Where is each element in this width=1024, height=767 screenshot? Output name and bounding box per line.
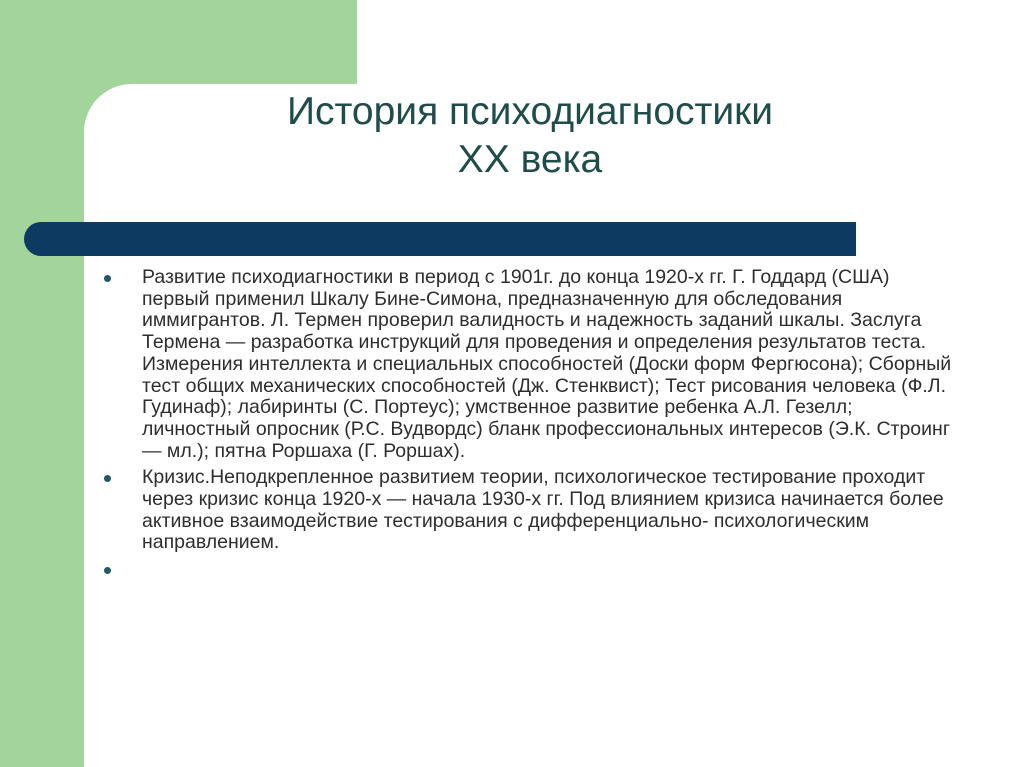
bullet-dot-icon [104,275,111,282]
list-item [100,267,960,462]
title-divider-bar [24,222,856,256]
list-item [100,467,960,554]
title-line-2: XX века [457,138,603,181]
bullet-dot-icon [104,475,111,482]
list-item [100,559,960,581]
slide-title [200,88,860,184]
bullet-list [100,267,960,581]
title-line-1: История психодиагностики [286,90,774,133]
bullet-text: Кризис.Неподкрепленное развитием теории, психологическое тестирование проходит через кризис конца 1920-х — начала 1930-х гг. Под влиянием кризиса начинается более активное взаимодействие тестирования с дифференциально- психологическим направлением. [142,466,944,554]
bullet-text: Развитие психодиагностики в период с 1901г. до конца 1920-х гг. Г. Годдард (США) первый применил Шкалу Бине-Симона, предназначенную для обследования иммигрантов. Л. Термен проверил валидность и надежность заданий шкалы. Заслуга Термена — разработка инструкций для проведения и определения результатов теста. Измерения интеллекта и специальных способностей (Доски форм Фергюсона); Сборный тест общих механических способностей (Дж. Стенквист); Тест рисования человека (Ф.Л. Гудинаф); лабиринты (С. Портеус); умственное развитие ребенка А.Л. Гезелл; личностный опросник (Р.С. Вудвордс) бланк профессиональных интересов (Э.К. Строинг — мл.); пятна Роршаха (Г. Роршах). [142,266,952,462]
bullet-dot-icon [104,567,111,574]
